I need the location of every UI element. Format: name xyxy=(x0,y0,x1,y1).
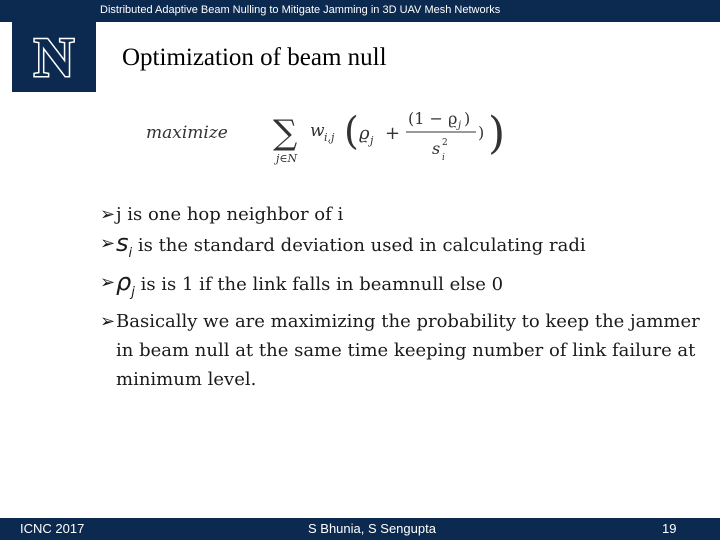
university-logo xyxy=(12,22,96,92)
bullet-item xyxy=(100,268,700,307)
footer-conference: ICNC 2017 xyxy=(20,521,85,536)
bullet-list xyxy=(100,200,700,394)
bullet-arrow-icon: ➢ xyxy=(100,310,116,332)
formula-denominator-sub: i xyxy=(442,153,445,163)
logo-letter: N xyxy=(33,30,75,84)
formula-close-paren: ) xyxy=(488,108,506,159)
formula-plus: + xyxy=(385,123,401,144)
formula-rho: ϱ xyxy=(359,123,370,144)
formula-weight-sub: i,j xyxy=(324,131,335,144)
bullet-arrow-icon: ➢ xyxy=(100,233,116,254)
footer-page-number: 19 xyxy=(662,521,677,536)
formula-sum: ∑ xyxy=(273,113,298,153)
bullet-item xyxy=(100,229,700,268)
formula-maximize: maximize xyxy=(146,123,228,143)
objective-formula xyxy=(140,100,520,170)
formula-rho-sub: j xyxy=(370,134,374,147)
bullet-text: is is 1 if the link falls in beamnull else 0 xyxy=(134,273,504,295)
footer-bar xyxy=(0,518,720,540)
university-n-logo-icon xyxy=(27,30,81,84)
bullet-text: is the standard deviation used in calculating radi xyxy=(132,235,586,256)
presentation-title: Distributed Adaptive Beam Nulling to Mitigate Jamming in 3D UAV Mesh Networks xyxy=(100,4,501,16)
formula-numerator: (1 − ϱ xyxy=(408,109,458,128)
bullet-symbol: $s_i$ xyxy=(116,229,133,261)
svg-text:): ) xyxy=(478,123,485,142)
formula-denominator: s xyxy=(432,139,441,158)
formula-weight: w xyxy=(310,121,325,141)
formula-open-paren: ( xyxy=(344,109,359,153)
bullet-symbol: $\rho_j$ xyxy=(116,267,135,300)
bullet-arrow-icon: ➢ xyxy=(100,271,116,293)
bullet-arrow-icon: ➢ xyxy=(100,204,116,225)
formula-denominator-sup: 2 xyxy=(442,138,448,148)
bullet-item xyxy=(100,200,700,229)
formula-sum-sub: j∈N xyxy=(276,152,298,165)
bullet-text: j is one hop neighbor of i xyxy=(116,204,344,225)
formula-numerator-sub: j xyxy=(458,120,462,131)
formula-numerator-close: ) xyxy=(464,109,471,128)
slide-title: Optimization of beam null xyxy=(122,44,387,71)
header-bar xyxy=(0,0,720,22)
bullet-item xyxy=(100,307,700,394)
footer-authors: S Bhunia, S Sengupta xyxy=(308,521,436,536)
bullet-text: Basically we are maximizing the probability to keep the jammer in beam null at the same time keeping number of link failure at minimum level. xyxy=(116,310,700,390)
